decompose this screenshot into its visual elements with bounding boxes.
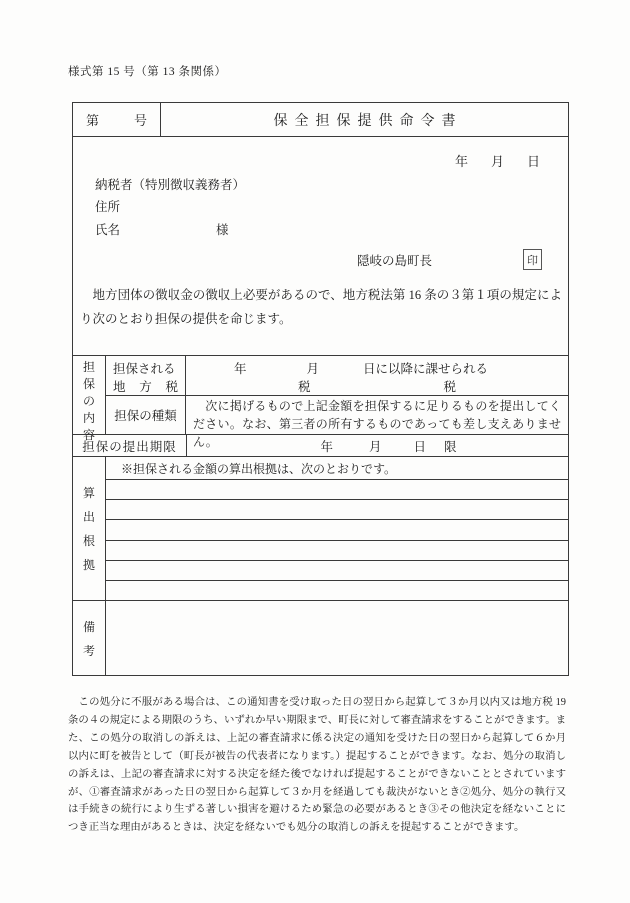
form-style-number: 様式第 15 号（第 13 条関係） bbox=[68, 66, 227, 78]
ruled-line bbox=[106, 540, 568, 560]
calc-basis-section bbox=[73, 456, 568, 600]
taxpayer-label: 納税者（特別徴収義務者） bbox=[95, 178, 246, 192]
issuer-row bbox=[357, 249, 542, 270]
deadline-row bbox=[73, 434, 568, 456]
deadline-value: 年 月 日 限 bbox=[320, 439, 457, 454]
ruled-line bbox=[106, 499, 568, 519]
secured-tax-value bbox=[186, 356, 568, 396]
section-label-remarks: 備 考 bbox=[73, 601, 106, 675]
security-kind-value: 次に掲げるもので上記金額を担保するに足りるものを提出してください。なお、第三者の所有するものであっても差し支えありません。 bbox=[193, 399, 561, 449]
section-label-security-content: 担 保 の 内 容 bbox=[73, 356, 106, 434]
secured-tax-date-line: 年 月 日に以降に課せられる bbox=[234, 362, 489, 376]
ruled-line bbox=[106, 560, 568, 580]
name-row bbox=[95, 220, 229, 238]
doc-number-cell bbox=[73, 103, 161, 136]
honorific-label: 様 bbox=[216, 223, 229, 237]
seal-box: 印 bbox=[523, 249, 542, 270]
calc-basis-content bbox=[106, 457, 568, 600]
title-row bbox=[73, 103, 568, 137]
order-form-table bbox=[72, 102, 569, 676]
ruled-line bbox=[106, 479, 568, 499]
appeal-notice: この処分に不服がある場合は、この通知書を受け取った日の翌日から起算して３か月以内又は地方税 19 条の４の規定による期限のうち、いずれか早い期限まで、町長に対して審査請求をすることができます。また、この処分の取消しの訴えは、上記の審査請求に係る決定の通知を受けた日の翌日から起算して６か月以内に町を被告として（町長が被告の代表者になります。）提起することができます。なお、処分の取消しの訴えは、上記の審査請求に対する決定を経た後でなければ提起することができないこととされていますが、①審査請求があった日の翌日から起算して３か月を経過しても裁決がないとき②処分、処分の執行又は手続きの続行により生ずる著しい損害を避けるため緊急の必要があるとき③その他決定を経ないことにつき正当な理由があるときは、決定を経ないでも処分の取消しの訴えを提起することができます。 bbox=[68, 697, 566, 834]
address-label: 住所 bbox=[95, 200, 121, 214]
secured-tax-kind-line: 税 税 bbox=[297, 380, 457, 394]
ruled-line bbox=[106, 519, 568, 539]
ruled-line bbox=[106, 580, 568, 600]
section-label-calc-basis: 算 出 根 拠 bbox=[73, 457, 106, 600]
remarks-section bbox=[73, 600, 568, 675]
name-label: 氏名 bbox=[95, 223, 121, 237]
issue-date-line bbox=[455, 151, 540, 170]
recipient-cell bbox=[73, 137, 568, 356]
date-day-label: 日 bbox=[526, 154, 540, 169]
date-month-label: 月 bbox=[490, 154, 504, 169]
date-year-label: 年 bbox=[454, 154, 468, 169]
order-body-text: 地方団体の徴収金の徴収上必要があるので、地方税法第 16 条の３第１項の規定により次のとおり担保の提供を命じます。 bbox=[80, 288, 562, 326]
page-title: 保全担保提供命令書 bbox=[273, 113, 463, 129]
remarks-blank-area bbox=[106, 601, 568, 675]
security-kind-label: 担保の種類 bbox=[106, 396, 186, 434]
issuer-name: 隠岐の島町長 bbox=[357, 253, 433, 268]
deadline-label: 担保の提出期限 bbox=[73, 435, 187, 456]
doc-number-suffix: 号 bbox=[133, 113, 147, 128]
doc-number-prefix: 第 bbox=[86, 113, 100, 128]
calc-basis-note: ※担保される金額の算出根拠は、次のとおりです。 bbox=[121, 462, 397, 476]
secured-tax-label: 担保される 地 方 税 bbox=[106, 356, 186, 396]
